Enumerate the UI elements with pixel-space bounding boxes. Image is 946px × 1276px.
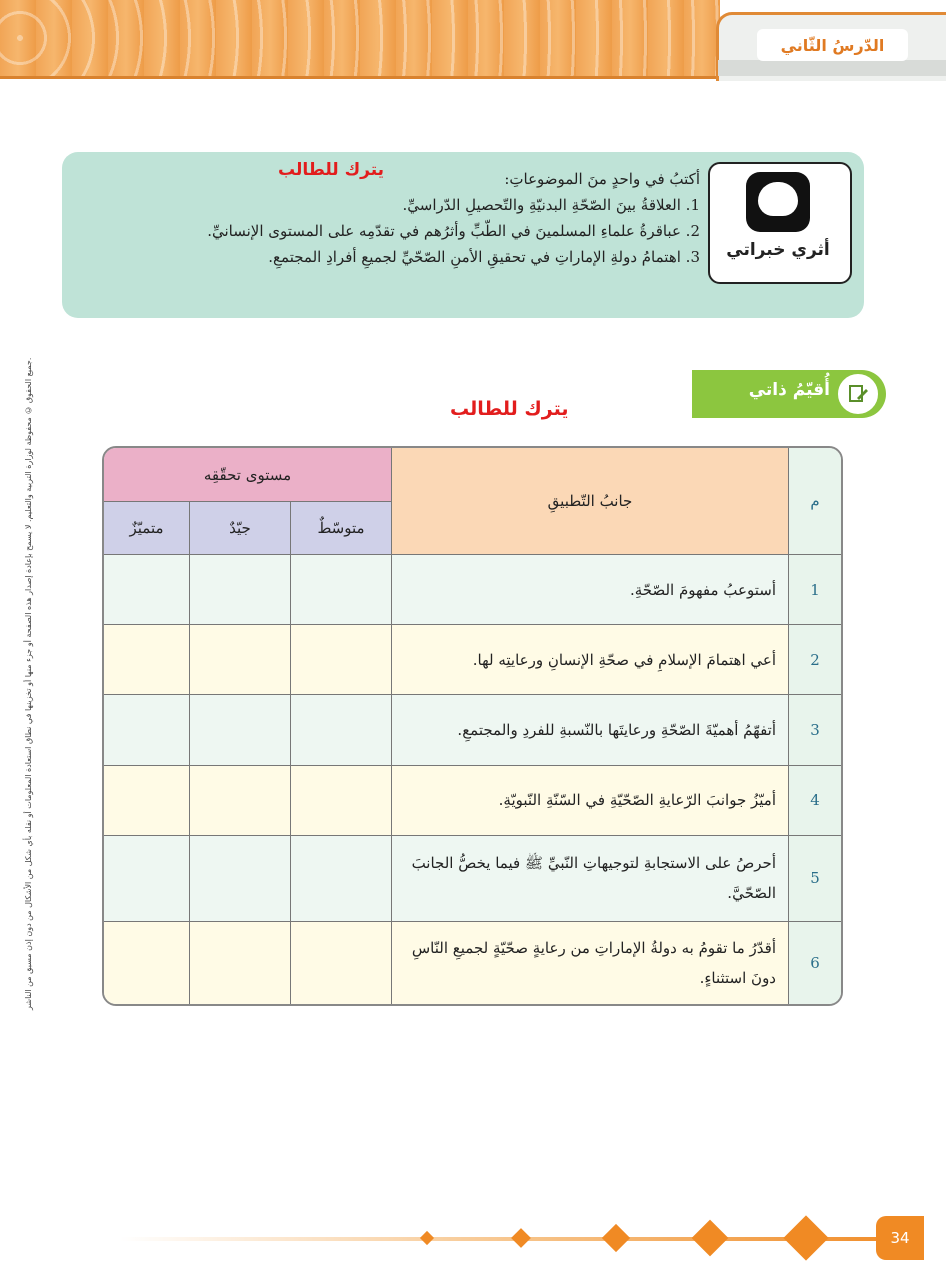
col-level-header: مستوى تحقّقِه (104, 448, 391, 502)
table-row (104, 836, 841, 922)
check-cell[interactable] (290, 836, 391, 922)
header-banner (0, 0, 720, 79)
row-number: 1 (788, 555, 841, 625)
check-cell[interactable] (189, 625, 290, 695)
row-aspect: أحرصُ على الاستجابةِ لتوجيهاتِ النّبيِّ ﷺ فيما يخصُّ الجانبَ الصّحّيَّ. (391, 836, 788, 922)
check-cell[interactable] (104, 836, 189, 922)
check-cell[interactable] (104, 625, 189, 695)
enrich-label: أثري خبراتي (726, 240, 830, 260)
check-cell[interactable] (290, 695, 391, 765)
enrich-text (180, 166, 700, 270)
row-aspect: أقدّرُ ما تقومُ به دولةُ الإماراتِ من رعايةٍ صحّيّةٍ لجميعِ النّاسِ دونَ استثناءٍ. (391, 922, 788, 1004)
check-cell[interactable] (290, 625, 391, 695)
level-average: متوسّطٌ (290, 502, 391, 555)
footer-ornament (420, 1231, 434, 1245)
edit-icon (836, 372, 880, 416)
row-number: 4 (788, 766, 841, 836)
check-cell[interactable] (189, 766, 290, 836)
check-cell[interactable] (104, 555, 189, 625)
check-cell[interactable] (290, 555, 391, 625)
check-cell[interactable] (104, 922, 189, 1004)
table-row (104, 766, 841, 836)
footer-ornament (511, 1228, 531, 1248)
row-aspect: أعي اهتمامَ الإسلامِ في صحّةِ الإنسانِ ورعايتِه لها. (391, 625, 788, 695)
row-aspect: أستوعبُ مفهومَ الصّحّةِ. (391, 555, 788, 625)
row-aspect: أتفهّمُ أهميّةَ الصّحّةِ ورعايتَها بالنّسبةِ للفردِ والمجتمعِ. (391, 695, 788, 765)
table-row (104, 922, 841, 1004)
check-cell[interactable] (189, 922, 290, 1004)
row-number: 6 (788, 922, 841, 1004)
lesson-label: الدّرسُ الثّاني (757, 29, 908, 61)
row-number: 3 (788, 695, 841, 765)
row-number: 2 (788, 625, 841, 695)
table-row (104, 695, 841, 765)
assess-teacher-note: يترك للطالب (450, 398, 569, 420)
check-cell[interactable] (290, 766, 391, 836)
copyright-note: جميع الحقوق © محفوظة لوزارة التربية والتعليم. لا يسمح بإعادة إصدار هذه الصفحة أو جزء منها أو تخزينها في نطاق استعادة المعلومات أو نقله بأي شكل من الأشكال من دون إذن مسبق من الناشر. (24, 357, 33, 1010)
enrich-item-2: 2. عباقرةُ علماءِ المسلمينَ في الطّبِّ وأثرُهم في تقدّمِه على المستوى الإنسانيِّ. (207, 222, 700, 240)
row-number: 5 (788, 836, 841, 922)
assess-label: أُقيّمُ ذاتي (748, 380, 830, 400)
brain-icon (746, 172, 810, 232)
table-row (104, 625, 841, 695)
level-excellent: متميّزٌ (104, 502, 189, 555)
enrich-item-3: 3. اهتمامُ دولةِ الإماراتِ في تحقيقِ الأمنِ الصّحّيِّ لجميعِ أفرادِ المجتمعِ. (268, 248, 700, 266)
col-aspect-header: جانبُ التّطبيقِ (391, 448, 788, 555)
page-number: 34 (876, 1216, 924, 1260)
enrich-item-1: 1. العلاقةُ بينَ الصّحّةِ البدنيّةِ والتّحصيلِ الدّراسيِّ. (402, 196, 700, 214)
footer-ornament (692, 1220, 729, 1257)
table-row (104, 555, 841, 625)
row-aspect: أميّزُ جوانبَ الرّعايةِ الصّحّيّةِ في السّنّةِ النّبويّةِ. (391, 766, 788, 836)
check-cell[interactable] (290, 922, 391, 1004)
col-num-header: م (788, 448, 841, 555)
self-assessment-table (102, 446, 843, 1006)
footer-ornament (602, 1224, 630, 1252)
check-cell[interactable] (189, 836, 290, 922)
enrich-teacher-note: يترك للطالب (278, 160, 385, 180)
check-cell[interactable] (104, 766, 189, 836)
header-tab-strip (718, 60, 946, 76)
check-cell[interactable] (189, 555, 290, 625)
check-cell[interactable] (189, 695, 290, 765)
enrich-intro: أكتبُ في واحدٍ منَ الموضوعاتِ: (504, 170, 700, 188)
footer-ornament (783, 1215, 828, 1260)
check-cell[interactable] (104, 695, 189, 765)
level-good: جيّدٌ (189, 502, 290, 555)
